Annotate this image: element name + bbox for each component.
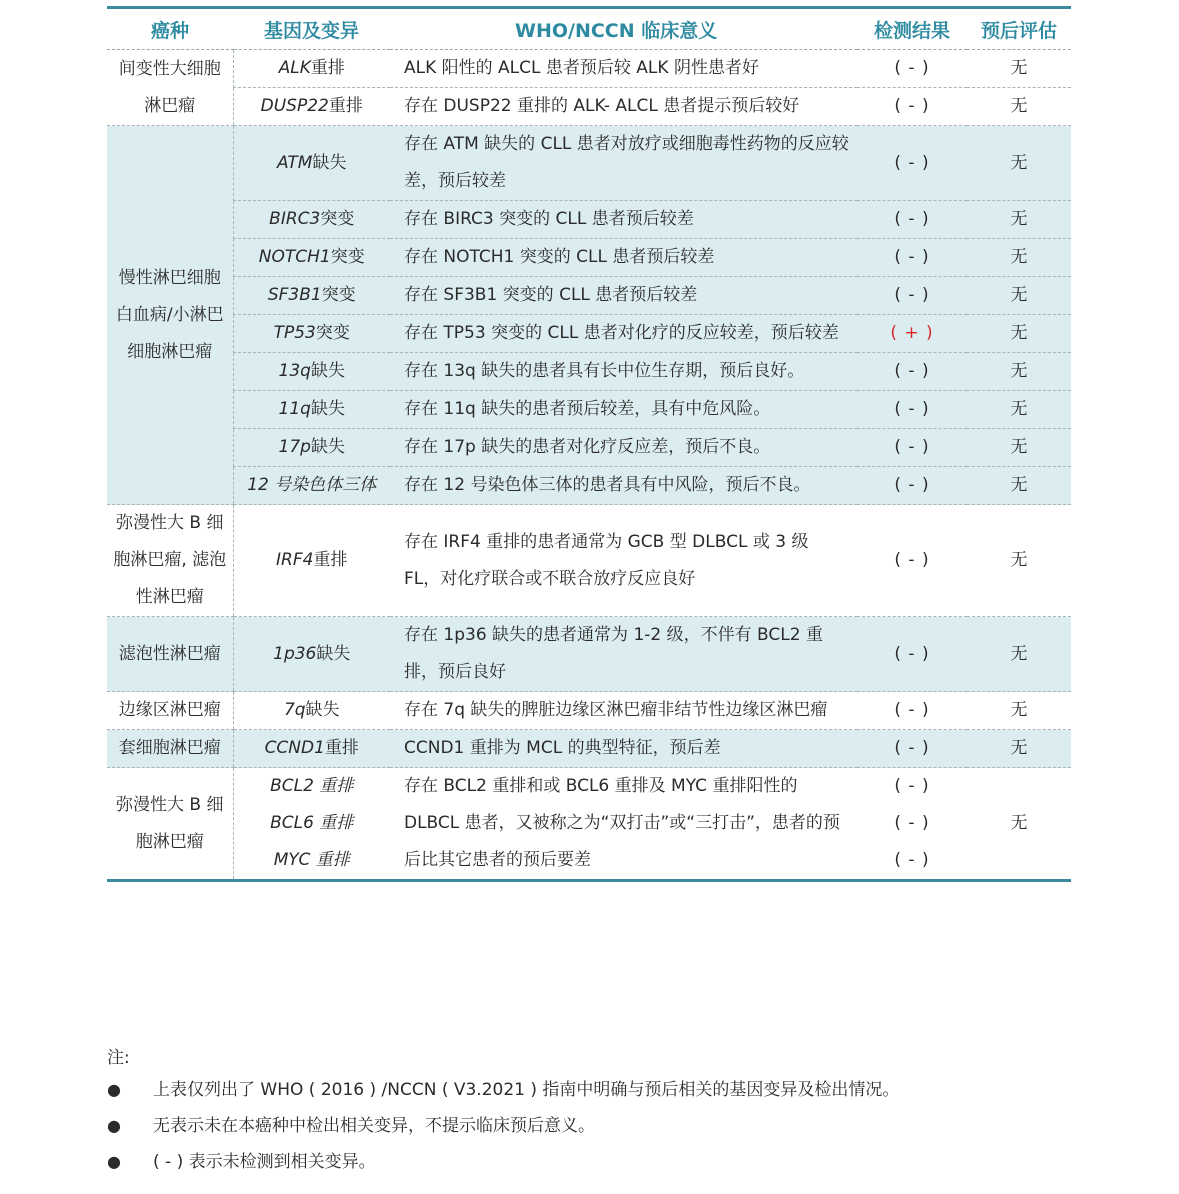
gene-cell (233, 315, 390, 353)
table-row (107, 88, 1071, 126)
gene-cell (233, 88, 390, 126)
result-cell: ( - ) (857, 88, 967, 126)
gene-variant: 突变 (320, 209, 355, 229)
result-cell: ( - ) (857, 505, 967, 617)
gene-cell (233, 239, 390, 277)
gene-cell (233, 277, 390, 315)
prognosis-cell: 无 (967, 768, 1071, 881)
result-cell: ( - ) (857, 50, 967, 88)
gene-variant: 缺失 (310, 399, 345, 419)
prognosis-cell: 无 (967, 617, 1071, 692)
table-row (107, 50, 1071, 88)
meaning-cell: 存在 1p36 缺失的患者通常为 1-2 级，不伴有 BCL2 重排，预后良好 (390, 617, 857, 692)
note-item (107, 1144, 1107, 1180)
gene-line: BCL2 重排 (270, 776, 354, 796)
meaning-cell: CCND1 重排为 MCL 的典型特征，预后差 (390, 730, 857, 768)
gene-variant: 重排 (310, 58, 345, 78)
gene-cell (233, 730, 390, 768)
prognosis-cell: 无 (967, 126, 1071, 201)
table-row (107, 315, 1071, 353)
prognosis-table (107, 6, 1071, 882)
prognosis-cell: 无 (967, 505, 1071, 617)
table-row (107, 505, 1071, 617)
bullet-icon: ● (107, 1080, 121, 1099)
notes-section (107, 1044, 1107, 1180)
gene-name: NOTCH1 (258, 247, 331, 267)
gene-cell (233, 692, 390, 730)
bullet-icon: ● (107, 1116, 121, 1135)
gene-name: TP53 (273, 323, 316, 343)
meaning-cell: 存在 12 号染色体三体的患者具有中风险，预后不良。 (390, 467, 857, 505)
result-cell: ( - ) (857, 201, 967, 239)
gene-variant: 突变 (321, 285, 356, 305)
meaning-cell: 存在 11q 缺失的患者预后较差，具有中危风险。 (390, 391, 857, 429)
prognosis-cell: 无 (967, 391, 1071, 429)
notes-label: 注: (107, 1048, 130, 1068)
meaning-cell: 存在 TP53 突变的 CLL 患者对化疗的反应较差，预后较差 (390, 315, 857, 353)
meaning-cell: 存在 SF3B1 突变的 CLL 患者预后较差 (390, 277, 857, 315)
table-header-row (107, 8, 1071, 50)
header-prognosis: 预后评估 (967, 8, 1071, 50)
table-row (107, 201, 1071, 239)
gene-cell (233, 467, 390, 505)
result-cell: ( - ) (857, 277, 967, 315)
meaning-cell: 存在 ATM 缺失的 CLL 患者对放疗或细胞毒性药物的反应较差，预后较差 (390, 126, 857, 201)
result-cell: ( - ) (857, 126, 967, 201)
table-row (107, 429, 1071, 467)
gene-cell (233, 391, 390, 429)
result-cell: ( - ) (857, 353, 967, 391)
cancer-cell: 间变性大细胞淋巴瘤 (107, 50, 233, 126)
gene-variant: 重排 (313, 550, 348, 570)
gene-cell (233, 505, 390, 617)
cancer-cell: 慢性淋巴细胞白血病/小淋巴细胞淋巴瘤 (107, 126, 233, 505)
note-item (107, 1072, 1107, 1108)
cancer-cell: 边缘区淋巴瘤 (107, 692, 233, 730)
gene-name: ALK (278, 58, 311, 78)
header-result: 检测结果 (857, 8, 967, 50)
meaning-cell: 存在 17p 缺失的患者对化疗反应差，预后不良。 (390, 429, 857, 467)
gene-variant: 重排 (324, 738, 359, 758)
gene-name: IRF4 (276, 550, 314, 570)
gene-line: BCL6 重排 (270, 813, 354, 833)
gene-variant: 缺失 (305, 700, 340, 720)
gene-name: 12 号染色体三体 (247, 475, 377, 495)
gene-cell (233, 126, 390, 201)
meaning-cell: 存在 7q 缺失的脾脏边缘区淋巴瘤非结节性边缘区淋巴瘤 (390, 692, 857, 730)
result-cell: ( - ) (857, 429, 967, 467)
table-row (107, 126, 1071, 201)
table-row (107, 391, 1071, 429)
prognosis-cell: 无 (967, 730, 1071, 768)
gene-cell (233, 50, 390, 88)
gene-cell (233, 201, 390, 239)
cancer-cell: 滤泡性淋巴瘤 (107, 617, 233, 692)
gene-variant: 缺失 (316, 643, 351, 664)
gene-name: 13q (278, 361, 311, 381)
note-text: 上表仅列出了 WHO ( 2016 ) /NCCN ( V3.2021 ) 指南中明确与预后相关的基因变异及检出情况。 (153, 1080, 900, 1100)
bullet-icon: ● (107, 1152, 121, 1171)
table-row (107, 353, 1071, 391)
meaning-cell: 存在 BCL2 重排和或 BCL6 重排及 MYC 重排阳性的 DLBCL 患者，又被称之为“双打击”或“三打击”，患者的预后比其它患者的预后要差 (390, 768, 857, 881)
prognosis-cell: 无 (967, 353, 1071, 391)
meaning-cell: 存在 13q 缺失的患者具有长中位生存期，预后良好。 (390, 353, 857, 391)
prognosis-cell: 无 (967, 277, 1071, 315)
table-row (107, 692, 1071, 730)
gene-variant: 突变 (330, 247, 365, 267)
header-gene: 基因及变异 (233, 8, 390, 50)
gene-name: BIRC3 (269, 209, 321, 229)
gene-line: MYC 重排 (273, 850, 350, 870)
note-item (107, 1108, 1107, 1144)
gene-cell (233, 353, 390, 391)
result-cell: ( - ) (857, 239, 967, 277)
gene-variant: 缺失 (310, 437, 345, 457)
table-row (107, 467, 1071, 505)
result-cell: ( - ) (857, 467, 967, 505)
table-row (107, 730, 1071, 768)
result-cell-multi (857, 768, 967, 881)
prognosis-cell: 无 (967, 201, 1071, 239)
meaning-cell: 存在 NOTCH1 突变的 CLL 患者预后较差 (390, 239, 857, 277)
cancer-cell: 套细胞淋巴瘤 (107, 730, 233, 768)
gene-cell (233, 617, 390, 692)
cancer-cell: 弥漫性大 B 细胞淋巴瘤 (107, 768, 233, 881)
meaning-cell: ALK 阳性的 ALCL 患者预后较 ALK 阴性患者好 (390, 50, 857, 88)
gene-name: 7q (283, 700, 306, 720)
result-line: ( - ) (894, 850, 930, 870)
note-text: 无表示未在本癌种中检出相关变异，不提示临床预后意义。 (153, 1116, 595, 1136)
gene-name: 11q (278, 399, 311, 419)
table-row (107, 617, 1071, 692)
gene-cell-multi (233, 768, 390, 881)
gene-name: 17p (278, 437, 311, 457)
result-line: ( - ) (894, 813, 930, 833)
cancer-cell: 弥漫性大 B 细胞淋巴瘤, 滤泡性淋巴瘤 (107, 505, 233, 617)
table-row (107, 239, 1071, 277)
meaning-cell: 存在 BIRC3 突变的 CLL 患者预后较差 (390, 201, 857, 239)
header-cancer: 癌种 (107, 8, 233, 50)
meaning-cell: 存在 IRF4 重排的患者通常为 GCB 型 DLBCL 或 3 级 FL，对化疗联合或不联合放疗反应良好 (390, 505, 857, 617)
table-row (107, 277, 1071, 315)
result-cell: ( - ) (857, 692, 967, 730)
prognosis-cell: 无 (967, 50, 1071, 88)
prognosis-cell: 无 (967, 692, 1071, 730)
meaning-cell: 存在 DUSP22 重排的 ALK- ALCL 患者提示预后较好 (390, 88, 857, 126)
result-cell-positive: ( + ) (857, 315, 967, 353)
result-cell: ( - ) (857, 617, 967, 692)
note-text: ( - ) 表示未检测到相关变异。 (153, 1152, 376, 1172)
result-cell: ( - ) (857, 391, 967, 429)
prognosis-cell: 无 (967, 239, 1071, 277)
gene-variant: 缺失 (312, 152, 347, 173)
gene-cell (233, 429, 390, 467)
prognosis-cell: 无 (967, 467, 1071, 505)
gene-name: DUSP22 (260, 96, 329, 116)
gene-name: ATM (277, 152, 313, 173)
gene-variant: 突变 (315, 323, 350, 343)
result-cell: ( - ) (857, 730, 967, 768)
gene-variant: 重排 (328, 96, 363, 116)
prognosis-cell: 无 (967, 429, 1071, 467)
header-meaning: WHO/NCCN 临床意义 (390, 8, 857, 50)
prognosis-cell: 无 (967, 88, 1071, 126)
prognosis-cell: 无 (967, 315, 1071, 353)
table-row (107, 768, 1071, 881)
gene-name: CCND1 (264, 738, 325, 758)
gene-variant: 缺失 (310, 361, 345, 381)
gene-name: 1p36 (273, 643, 317, 664)
gene-name: SF3B1 (267, 285, 322, 305)
result-line: ( - ) (894, 776, 930, 796)
